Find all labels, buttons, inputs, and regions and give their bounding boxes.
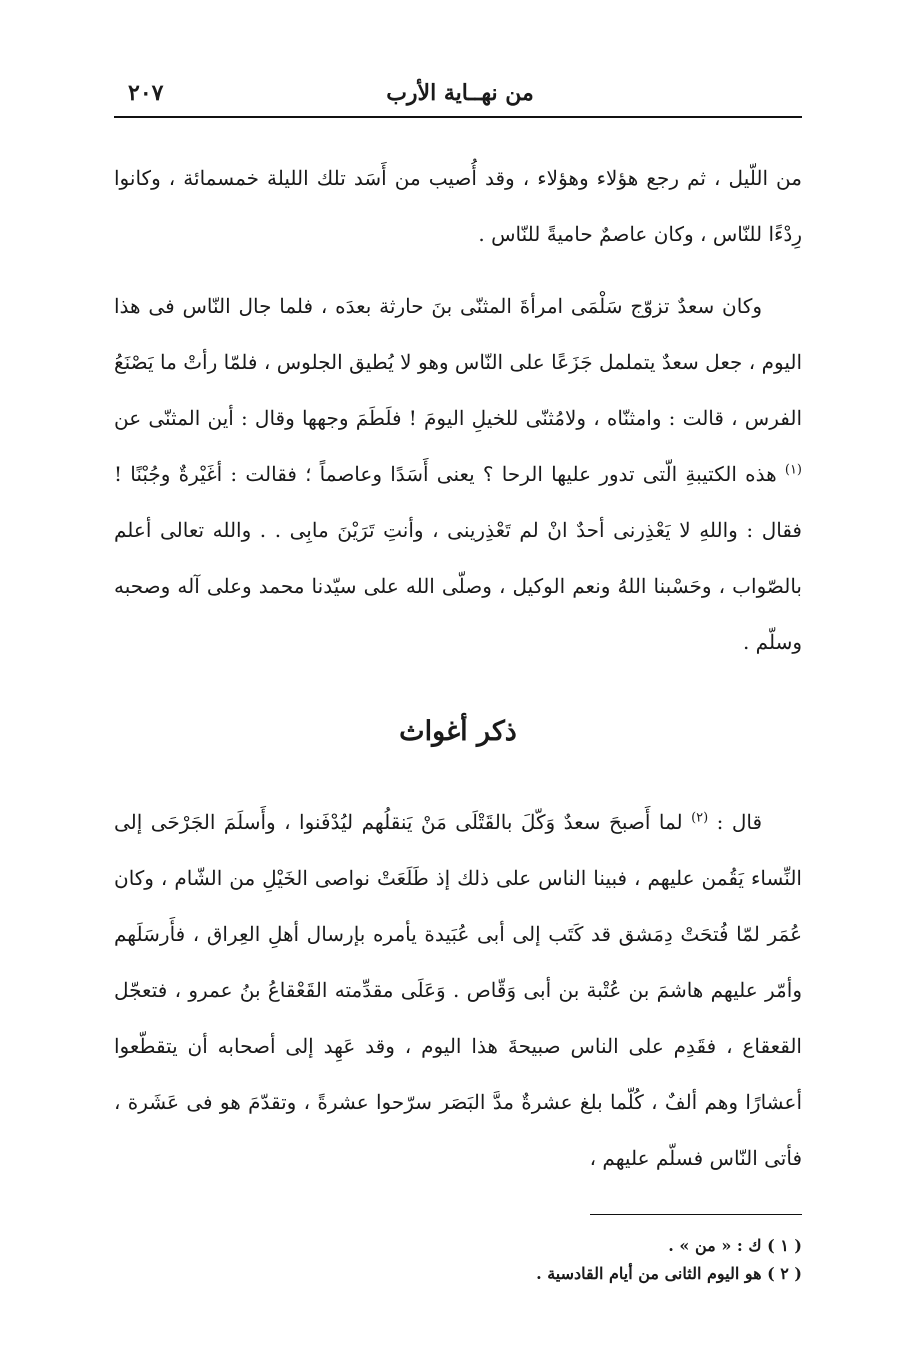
paragraph-1: من اللّيل ، ثم رجع هؤلاء وهؤلاء ، وقد أُصيب من أَسَد تلك الليلة خمسمائة ، وكانوا رِدْءًا للنّاس ، وكان عاصمٌ حاميةً للنّاس . bbox=[114, 166, 802, 246]
section-paragraph bbox=[114, 794, 802, 1186]
paragraph-2 bbox=[114, 278, 802, 670]
footnote-2: ( ٢ ) هو اليوم الثانى من أيام القادسية . bbox=[536, 1264, 802, 1283]
footnotes bbox=[300, 1232, 802, 1288]
footnote-ref-1: (١) bbox=[784, 462, 802, 478]
footnote-1: ( ١ ) ك : « من » . bbox=[668, 1236, 802, 1255]
main-text bbox=[114, 150, 802, 670]
paragraph-2-text-a: وكان سعدٌ تزوّج سَلْمَى امرأةَ المثنّى بنَ حارثة بعدَه ، فلما جال النّاس فى هذا اليوم ، جعل سعدٌ يتململ جَزَعًا على النّاس وهو لا يُطيق الجلوس ، فلمّا رأتْ ما يَصْنَعُ الفرس ، قالت : وامثنّاه ، ولامُثنّى للخيلِ اليومَ ! فلَطَمَ وجهها وقال : أين المثنّى عن bbox=[114, 294, 802, 430]
paragraph-2-text-b: هذه الكتيبةِ الّتى تدور عليها الرحا ؟ يعنى أَسَدًا وعاصماً ؛ فقالت : أغَيْرةٌ وجُبْنًا ! فقال : واللهِ لا يَعْذِرنى أحدٌ انْ لم تَعْذِرينى ، وأنتِ تَرَيْنَ مابِى . . والله تعالى أعلم بالصّواب ، وحَسْبنا اللهُ ونعم الوكيل ، وصلّى الله على سيّدنا محمد وعلى آله وصحبه وسلّم . bbox=[114, 462, 802, 654]
page-number: ٢٠٧ bbox=[128, 80, 164, 106]
header-rule bbox=[114, 116, 802, 118]
section-paragraph-lead: قال : bbox=[716, 810, 763, 834]
footnote-rule bbox=[590, 1214, 802, 1215]
section-paragraph-body: لما أَصبحَ سعدٌ وَكّلَ بالقَتْلَى مَنْ يَنقلُهم ليُدْفَنوا ، وأَسلَمَ الجَرْحَى إلى النِّساء يَقُمن عليهم ، فبينا الناس على ذلك إذ طَلَعَتْ نواصى الخَيْلِ من الشّام ، وكان عُمَر لمّا فُتحَتْ دِمَشق قد كَتَب إلى أبى عُبَيدة يأمره بإرسال أهلِ العِراق ، فأَرسَلَهم وأمّر عليهم هاشمَ بن عُتْبة بن أبى وَقّاص . وَعَلَى مقدِّمته القَعْقاعُ بنُ عمرو ، فتعجّل القعقاع ، فقَدِم على الناس صبيحةَ هذا اليوم ، وقد عَهِد إلى أصحابه أن يتقطّعوا أعشارًا وهم ألفٌ ، كُلّما بلغ عشرةٌ مدَّ البَصَر سرّحوا عشرةً ، وتقدّمَ هو فى عَشَرة ، فأتى النّاس فسلّم عليهم ، bbox=[114, 810, 802, 1170]
running-head: من نهــاية الأرب bbox=[386, 80, 534, 106]
footnote-ref-2: (٢) bbox=[691, 810, 709, 826]
section-title: ذكر أغواث bbox=[399, 716, 517, 747]
section-text bbox=[114, 794, 802, 1186]
